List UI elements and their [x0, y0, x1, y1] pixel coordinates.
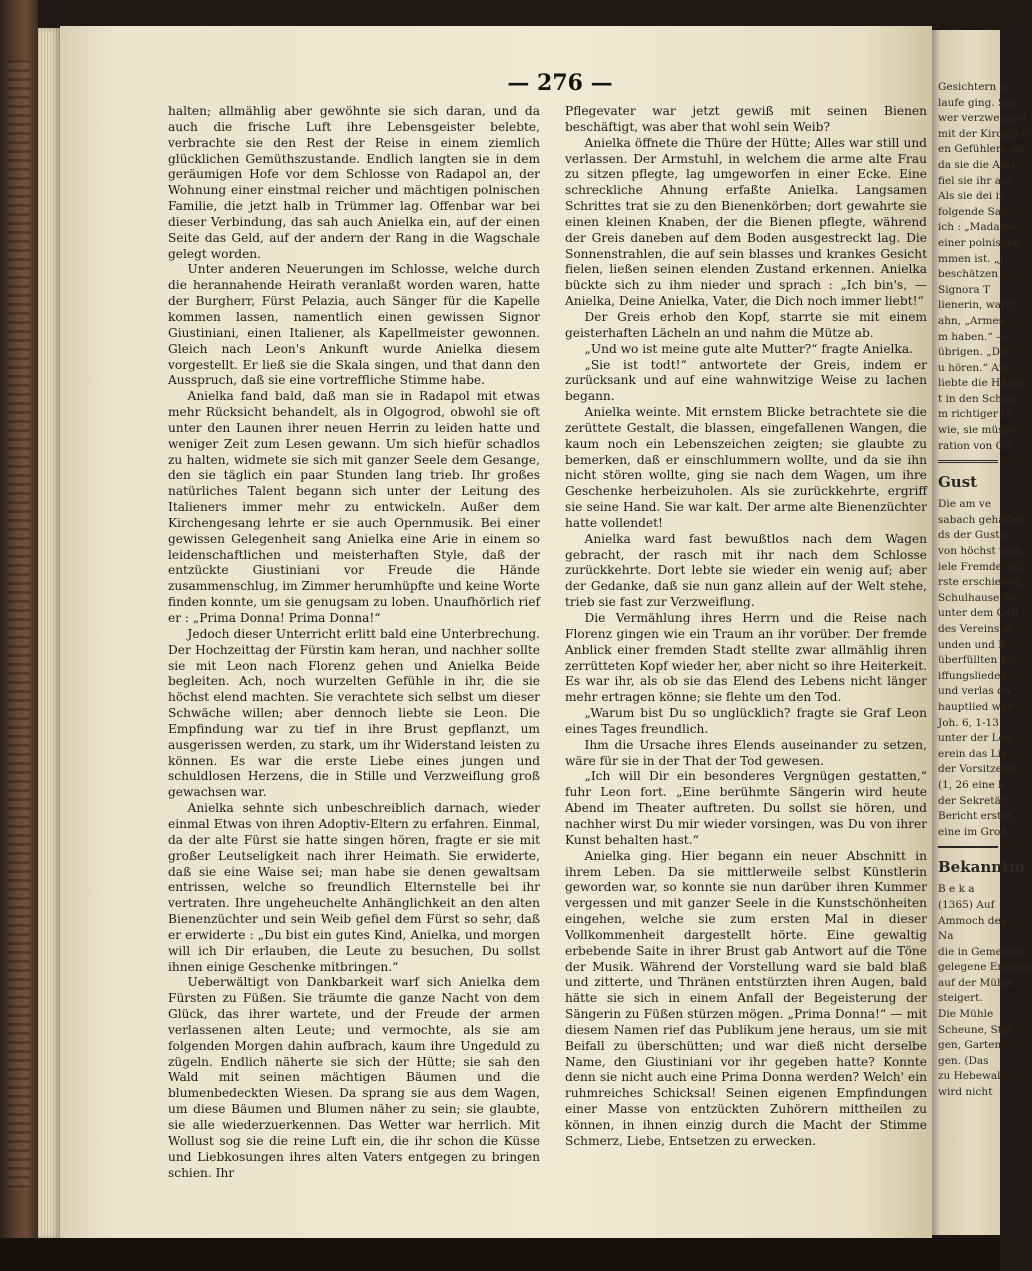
- adjacent-page-line: unden und B: [938, 638, 1006, 651]
- adjacent-page-line: eine im Groß: [938, 825, 1008, 838]
- adjacent-page-line: ahn, „Armes: [938, 314, 1005, 327]
- binding-texture: [8, 60, 30, 1190]
- paragraph: Die Vermählung ihres Herrn und die Reise nach Florenz gingen wie ein Traum an ihr vorüber. Der fremde Anblick einer fremden Stadt stellte zwar allmählig ihren zerrütteten Kopf wieder her, aber nicht so ihre Heiterkeit. Es war ihr, als ob sie das Elend des Lebens nicht länger mehr ertragen könne; sie flehte um den Tod.: [565, 611, 927, 705]
- right-text-column: [565, 104, 927, 1150]
- adjacent-page-line: sabach gehalten: [938, 513, 1026, 526]
- adjacent-page-line: gen. (Das: [938, 1054, 989, 1067]
- adjacent-page-line: ich : „Madame: [938, 221, 1016, 234]
- paragraph: „Und wo ist meine gute alte Mutter?“ fragte Anielka.: [584, 341, 913, 356]
- adjacent-page-line: lienerin, ward: [938, 299, 1013, 312]
- adjacent-page-line: mmen ist. „J: [938, 252, 1004, 265]
- bottom-shadow: [0, 1238, 1000, 1271]
- adjacent-page-line: B e k a: [938, 883, 975, 896]
- paragraph: Anielka ward fast bewußtlos nach dem Wagen gebracht, der rasch mit ihr nach dem Schlosse zurückkehrte. Dort lebte sie wieder ein wenig auf; aber der Gedanke, daß sie nun ganz allein auf der Welt stehe, trieb sie fast zur Verzweiflung.: [565, 531, 927, 610]
- adjacent-page-line: folgende Sau: [938, 205, 1008, 218]
- adjacent-page-line: m richtiger In: [938, 408, 1013, 421]
- adjacent-page-line: en Gefühlen, die: [938, 143, 1026, 156]
- adjacent-page-line: erein das Lie: [938, 747, 1008, 760]
- adjacent-page-line: und verlas da: [938, 685, 1011, 698]
- adjacent-page-line: zu Hebewal: [938, 1070, 1001, 1083]
- adjacent-page-line: ration von Ob: [938, 439, 1011, 452]
- adjacent-page-line: steigert.: [938, 992, 983, 1005]
- paragraph: halten; allmählig aber gewöhnte sie sich daran, und da auch die frische Luft ihre Lebensgeister belebte, verbrachte sie den Rest der Reise in einem ziemlich glücklichen Gemüthszustande. Endlich langten sie in dem geräumigen Hofe vor dem Schlosse von Radapol an, der Wohnung einer einstmal reicher und mächtigen polnischen Familie, die jetzt halb in Trümmer lag. Offenbar war bei dieser Verbindung, das sah auch Anielka ein, auf der einen Seite das Geld, auf der andern der Rang in die Wagschale gelegt worden.: [168, 104, 540, 261]
- adjacent-page-line: Gust: [938, 473, 978, 492]
- adjacent-page-text: [938, 80, 1032, 1101]
- adjacent-page-line: ds der Gustav: [938, 529, 1012, 542]
- adjacent-page-line: gen, Garten: [938, 1039, 1002, 1052]
- paragraph: Pflegevater war jetzt gewiß mit seinen Bienen beschäftigt, was aber that wohl sein Weib?: [565, 104, 927, 134]
- left-text-column: [168, 104, 540, 1181]
- adjacent-page-line: hauptlied wur: [938, 700, 1013, 713]
- adjacent-page-line: Na: [938, 930, 954, 943]
- adjacent-page-line: laufe ging. Sie: [938, 96, 1015, 109]
- adjacent-page-line: u hören.“ Ani: [938, 361, 1009, 374]
- adjacent-page-line: fiel sie ihr auf: [938, 174, 1012, 187]
- adjacent-page-line: Signora T: [938, 283, 990, 296]
- adjacent-page-line: gelegene Erblehn: [938, 961, 1032, 974]
- paragraph: „Sie ist todt!“ antwortete der Greis, indem er zurücksank und auf eine wahnwitzige Weise zu lachen begann.: [565, 357, 927, 404]
- adjacent-page-line: Die am ve: [938, 498, 992, 511]
- adjacent-page-line: iele Fremde, zu: [938, 560, 1021, 573]
- paragraph: Anielka weinte. Mit ernstem Blicke betrachtete sie die zerüttete Gestalt, die blassen, eingefallenen Wangen, die kaum noch ein Lebenszeichen zeigten; sie glaubte zu bemerken, daß er einschlummern wollte, und da sie ihn nicht stören wollte, ging sie nach dem Wagen, um ihre Geschenke herbeizuholen. Als sie zurückkehrte, ergriff sie seine Hand. Sie war kalt. Der arme alte Bienenzüchter hatte vollendet!: [565, 405, 927, 530]
- section-rule: [938, 846, 998, 848]
- adjacent-page-line: der Vorsitzend: [938, 763, 1016, 776]
- book-binding: [0, 0, 38, 1271]
- page-number: — 276 —: [507, 70, 613, 96]
- adjacent-page-line: liebte die Hände: [938, 377, 1027, 390]
- adjacent-page-line: von höchst woh: [938, 545, 1022, 558]
- adjacent-page-line: unter dem Geb: [938, 607, 1018, 620]
- adjacent-page-line: Gesichtern G: [938, 81, 1008, 93]
- adjacent-page-line: auf der Mühle: [938, 976, 1014, 989]
- paragraph: Anielka ging. Hier begann ein neuer Abschnitt in ihrem Leben. Da sie mittlerweile selbst Künstlerin geworden war, so konnte sie nun darüber ihren Kummer vergessen und mit ganzer Seele in die Kunstschönheiten eingehen, welche sie zum ersten Mal in dieser Vollkommenheit dargestellt hörte. Eine gewaltig erbebende Saite in ihrer Brust gab Antwort auf die Töne der Musik. Während der Vorstellung ward sie bald blaß und zitterte, und Thränen entstürzten ihren Augen, bald hätte sie sich in einem Anfall der Begeisterung der Sängerin zu Füßen stürzen mögen. „Prima Donna!“ — mit diesem Namen rief das Publikum jene heraus, um sie mit Beifall zu überschütten; und war dieß nicht derselbe Name, den Giustiniani vor ihr gegeben hatte? Konnte denn sie nicht auch eine Prima Donna werden? Welch' ein ruhmreiches Schicksal! Seinen eigenen Empfindungen einer Masse von entzückten Zuhörern mittheilen zu können, in ihnen einzig durch die Macht der Stimme Schmerz, Liebe, Entsetzen zu erwecken.: [565, 848, 927, 1148]
- adjacent-page-line: beschätzen: [938, 268, 998, 281]
- adjacent-page-line: unter der Leit: [938, 732, 1013, 745]
- paragraph: Anielka sehnte sich unbeschreiblich darnach, wieder einmal Etwas von ihren Adoptiv-Eltern zu erfahren. Einmal, da der alte Fürst sie hatte singen hören, fragte er sie mit großer Leutseligkeit nach ihrer Heimath. Sie erwiderte, daß sie eine Waise sei; man habe sie denen gewaltsam entrissen, welche so freundlich Elternstelle bei ihr vertraten. Ihre ungeheuchelte Anhänglichkeit an den alten Bienenzüchter und sein Weib gefiel dem Fürst so sehr, daß er erwiderte : „Du bist ein gutes Kind, Anielka, und morgen will ich Dir erlauben, die Leute zu besuchen, Du sollst ihnen einige Geschenke mitbringen.“: [168, 801, 540, 974]
- adjacent-page-line: t in den Schoo: [938, 392, 1015, 405]
- adjacent-page-line: mit der Kirchlich: [938, 127, 1029, 140]
- adjacent-page-line: Joh. 6, 1-13: [938, 716, 999, 729]
- adjacent-page-line: einer polnische: [938, 236, 1020, 249]
- adjacent-page-line: wie, sie müsse: [938, 424, 1016, 437]
- adjacent-page-line: m haben.“ —: [938, 330, 1007, 343]
- paragraph: „Ich will Dir ein besonderes Vergnügen gestatten,“ fuhr Leon fort. „Eine berühmte Sängerin wird heute Abend im Theater auftreten. Du sollst sie hören, und nachher wirst Du mir wieder vorsingen, was Du von ihrer Kunst behalten hast.“: [565, 769, 927, 847]
- section-rule: [938, 460, 998, 463]
- adjacent-page-line: Bekanntm: [938, 858, 1025, 877]
- adjacent-page-line: (1, 26 eine k: [938, 778, 1005, 791]
- adjacent-page-line: Schulhause zu: [938, 591, 1015, 604]
- adjacent-page-line: da sie die Abre: [938, 158, 1018, 171]
- paragraph: Ihm die Ursache ihres Elends auseinander zu setzen, wäre für sie in der That der Tod gewesen.: [565, 737, 927, 768]
- adjacent-page-line: rste erschienen,: [938, 576, 1025, 589]
- paragraph: Der Greis erhob den Kopf, starrte sie mit einem geisterhaften Lächeln an und nahm die Mütze ab.: [565, 309, 927, 340]
- adjacent-page-line: Bericht erstat: [938, 810, 1012, 823]
- paragraph: Unter anderen Neuerungen im Schlosse, welche durch die herannahende Heirath veranlaßt worden waren, hatte der Burgherr, Fürst Pelazia, auch Sänger für die Kapelle kommen lassen, namentlich einen gewissen Signor Giustiniani, einen Italiener, als Kapellmeister gewonnen. Gleich nach Leon's Ankunft wurde Anielka diesem vorgestellt. Er ließ sie die Skala singen, und that dann den Ausspruch, daß sie eine vortreffliche Stimme habe.: [168, 262, 540, 388]
- adjacent-page-line: übrigen. „Du: [938, 346, 1007, 359]
- adjacent-page-line: (1365) Auf: [938, 898, 995, 911]
- adjacent-page-line: des Vereins in: [938, 623, 1013, 635]
- paragraph: „Warum bist Du so unglücklich? fragte sie Graf Leon eines Tages freundlich.: [565, 706, 927, 736]
- adjacent-page-strip: [932, 30, 1032, 1235]
- adjacent-page-line: der Sekretär,: [938, 794, 1008, 807]
- paragraph: Anielka fand bald, daß man sie in Radapol mit etwas mehr Rücksicht behandelt, als in Olgogrod, obwohl sie oft unter den Launen ihrer neuen Herrin zu leiden hatte und weniger Zeit zum Lesen gewann. Um sich hiefür schadlos zu halten, widmete sie sich mit ganzer Seele dem Gesange, den sie täglich ein paar Stunden lang trieb. Ihr großes natürliches Talent begann sich unter der Leitung des Italieners immer mehr zu entwickeln. Außer dem Kirchengesang lehrte er sie auch Opernmusik. Bei einer gewissen Gelegenheit sang Anielka eine Arie in einem so leidenschaftlichen und meisterhaften Style, daß der entzückte Giustiniani vor Freude die Hände zusammenschlug, im Zimmer herumhüpfte und keine Worte finden konnte, um sie genugsam zu loben. Unaufhörlich rief er : „Prima Donna! Prima Donna!“: [168, 389, 540, 625]
- page-edges: [38, 28, 60, 1238]
- paragraph: Jedoch dieser Unterricht erlitt bald eine Unterbrechung. Der Hochzeittag der Fürstin kam heran, und nachher sollte sie mit Leon nach Florenz gehen und Anielka Beide begleiten. Ach, noch wurzelten Gefühle in ihr, die sie höchst elend machten. Sie verachtete sich selbst um dieser Schwäche willen; aber dennoch liebte sie Leon. Die Empfindung war zu tief in ihre Brust gepflanzt, um ausgerissen werden, zu stark, um ihr Widerstand leisten zu können. Es war die erste Liebe eines jungen und schuldlosen Herzens, die in Stille und Verzweiflung groß gewachsen war.: [168, 626, 540, 800]
- adjacent-page-line: wer verzweifelte: [938, 112, 1027, 125]
- adjacent-page-line: wird nicht: [938, 1086, 993, 1099]
- paragraph: Ueberwältigt von Dankbarkeit warf sich Anielka dem Fürsten zu Füßen. Sie träumte die ganze Nacht von dem Glück, das ihrer wartete, und der Freude der armen verlassenen alten Leute; und vermochte, als sie am folgenden Morgen dahin aufbrach, kaum ihre Ungeduld zu zügeln. Endlich näherte sie sich der Hütte; sie sah den Wald mit seinen mächtigen Bäumen und die blumenbedeckten Wiesen. Da sprang sie aus dem Wagen, um diese Bäumen und Blumen näher zu sein; sie glaubte, sie alle wiederzuerkennen. Das Wetter war herrlich. Mit Wollust sog sie die reine Luft ein, die ihr schon die Küsse und Liebkosungen ihres alten Vaters entgegen zu bringen schien. Ihr: [168, 975, 540, 1180]
- adjacent-page-line: Scheune, Stal: [938, 1023, 1012, 1036]
- adjacent-page-line: überfüllten Kir: [938, 654, 1017, 667]
- adjacent-page-line: iffungsliedes: [938, 669, 1006, 682]
- adjacent-page-line: die in Gemeinde: [938, 945, 1025, 958]
- paragraph: Anielka öffnete die Thüre der Hütte; Alles war still und verlassen. Der Armstuhl, in welchem die arme alte Frau zu sitzen pflegte, lag umgeworfen in einer Ecke. Eine schreckliche Ahnung erfaßte Anielka. Langsamen Schrittes trat sie zu den Bienenkörben; dort gewahrte sie einen kleinen Knaben, der die Bienen pflegte, während der Greis daneben auf dem Boden ausgestreckt lag. Die Sonnenstrahlen, die auf sein blasses und krankes Gesicht fielen, ließen seinen elenden Zustand erkennen. Anielka bückte sich zu ihm nieder und sprach : „Ich bin's, — Anielka, Deine Anielka, Vater, die Dich noch immer liebt!“: [565, 135, 927, 309]
- adjacent-page-line: Die Mühle: [938, 1008, 994, 1021]
- adjacent-page-line: Als sie dei in: [938, 190, 1006, 203]
- adjacent-page-line: Ammoch des: [938, 914, 1007, 927]
